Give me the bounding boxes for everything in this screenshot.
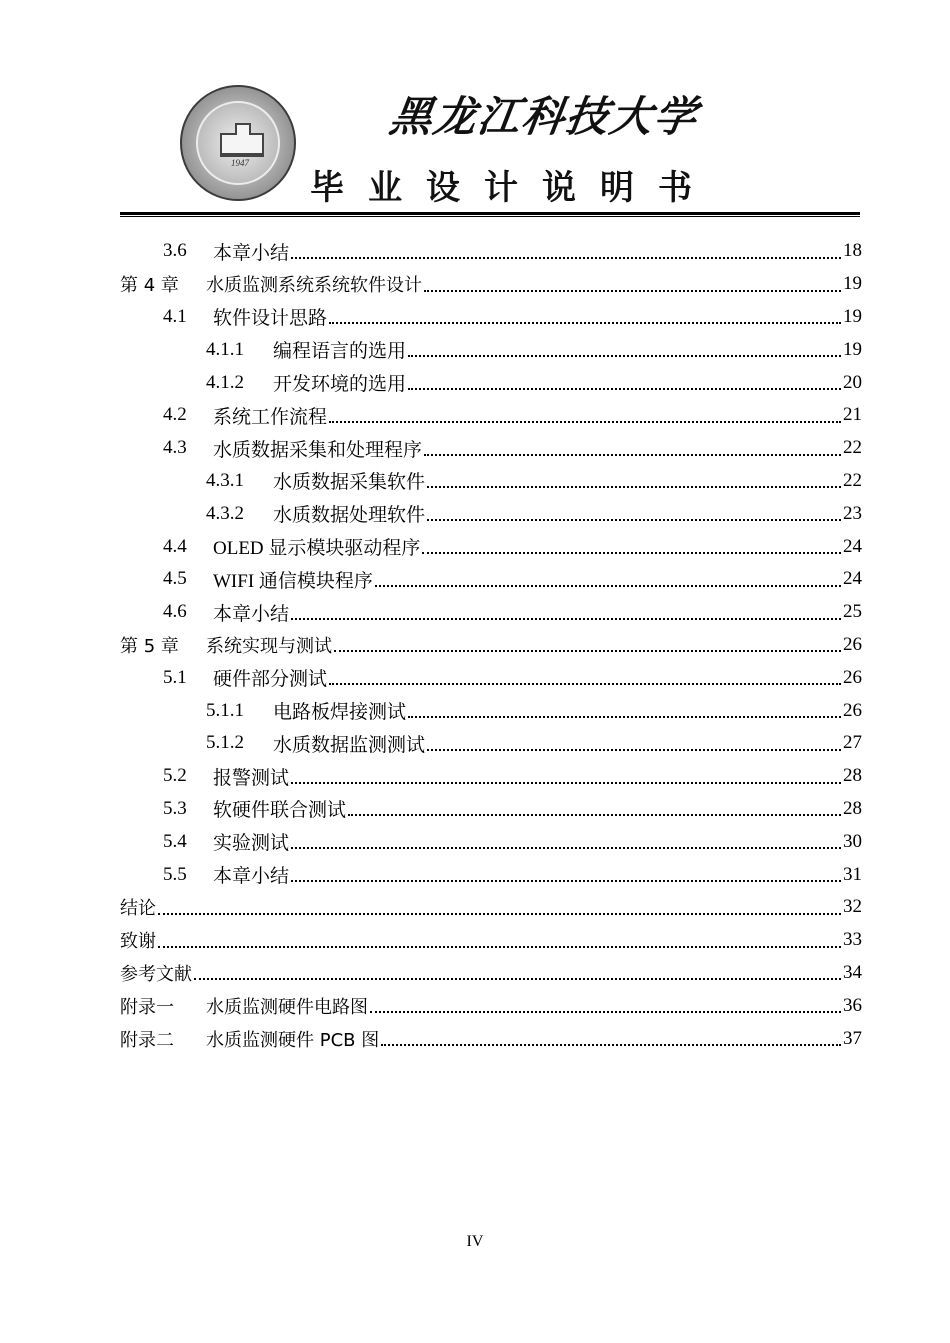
toc-entry-page: 26 — [843, 633, 862, 655]
document-header — [120, 80, 860, 215]
toc-entry-page: 18 — [843, 240, 862, 262]
toc-entry-number: 第 4 章 — [120, 275, 179, 297]
toc-leader-dots — [370, 1011, 841, 1013]
toc-entry-page: 33 — [843, 929, 862, 951]
toc-leader-dots — [427, 749, 841, 751]
toc-entry-title: OLED 显示模块驱动程序 — [213, 538, 421, 560]
toc-entry-title: 致谢 — [120, 931, 156, 953]
emblem-year: 1947 — [231, 158, 249, 168]
toc-entry-page: 27 — [843, 732, 862, 754]
toc-entry-number: 4.3.2 — [206, 502, 244, 524]
toc-entry[interactable] — [206, 694, 862, 727]
toc-entry[interactable] — [163, 301, 862, 334]
toc-entry-page: 24 — [843, 568, 862, 590]
toc-entry-number: 4.2 — [163, 404, 187, 426]
toc-entry[interactable] — [163, 661, 862, 694]
toc-entry[interactable] — [120, 1022, 862, 1055]
toc-leader-dots — [291, 880, 841, 882]
toc-entry-page: 24 — [843, 535, 862, 557]
toc-entry-number: 3.6 — [163, 240, 187, 262]
toc-entry[interactable] — [120, 268, 862, 301]
toc-entry[interactable] — [163, 858, 862, 891]
toc-leader-dots — [194, 978, 841, 980]
toc-leader-dots — [329, 683, 841, 685]
toc-entry[interactable] — [206, 497, 862, 530]
toc-entry-title: 软硬件联合测试 — [213, 800, 347, 822]
toc-entry-number: 4.3.1 — [206, 469, 244, 491]
toc-entry-page: 34 — [843, 961, 862, 983]
toc-leader-dots — [375, 585, 841, 587]
toc-entry-number: 4.3 — [163, 437, 187, 459]
toc-leader-dots — [408, 355, 841, 357]
emblem-building-icon — [220, 133, 264, 157]
page-number: IV — [466, 1233, 484, 1250]
toc-entry-title: 结论 — [120, 898, 156, 920]
toc-entry-page: 32 — [843, 896, 862, 918]
toc-leader-dots — [348, 814, 841, 816]
toc-entry-title: 实验测试 — [213, 833, 290, 855]
toc-leader-dots — [291, 847, 841, 849]
toc-leader-dots — [291, 782, 841, 784]
toc-entry-title: 系统实现与测试 — [206, 635, 332, 657]
toc-entry[interactable] — [163, 235, 862, 268]
toc-entry[interactable] — [163, 563, 862, 596]
toc-entry[interactable] — [163, 793, 862, 826]
toc-leader-dots — [158, 913, 841, 915]
toc-entry-title: 水质数据监测测试 — [273, 734, 426, 756]
toc-entry-number: 4.6 — [163, 601, 187, 623]
toc-entry-number: 4.5 — [163, 568, 187, 590]
header-rule — [120, 212, 860, 215]
toc-entry-page: 21 — [843, 404, 862, 426]
toc-entry-title: 电路板焊接测试 — [273, 702, 407, 724]
toc-entry-title: 本章小结 — [213, 866, 290, 888]
toc-entry[interactable] — [163, 432, 862, 465]
toc-entry-page: 25 — [843, 601, 862, 623]
document-title: 毕业设计说明书 — [310, 168, 716, 208]
toc-leader-dots — [408, 388, 841, 390]
toc-entry-title: WIFI 通信模块程序 — [213, 570, 373, 592]
toc-leader-dots — [329, 322, 841, 324]
toc-entry-number: 5.4 — [163, 830, 187, 852]
toc-entry-title: 编程语言的选用 — [273, 341, 407, 363]
toc-entry-page: 36 — [843, 994, 862, 1016]
toc-entry-page: 26 — [843, 666, 862, 688]
toc-entry-number: 第 5 章 — [120, 635, 179, 657]
header-rule-thin — [120, 216, 860, 217]
toc-entry-title: 报警测试 — [213, 767, 290, 789]
toc-entry[interactable] — [120, 629, 862, 662]
toc-entry-number: 4.4 — [163, 535, 187, 557]
toc-entry-number: 4.1.1 — [206, 338, 244, 360]
toc-entry-title: 本章小结 — [213, 603, 290, 625]
toc-entry[interactable] — [163, 760, 862, 793]
toc-entry[interactable] — [206, 366, 862, 399]
toc-entry[interactable] — [206, 727, 862, 760]
toc-entry-number: 5.3 — [163, 797, 187, 819]
toc-entry[interactable] — [163, 530, 862, 563]
toc-entry-page: 22 — [843, 437, 862, 459]
toc-entry-title: 参考文献 — [120, 963, 192, 985]
toc-entry-number: 5.1.2 — [206, 732, 244, 754]
toc-entry[interactable] — [120, 957, 862, 990]
toc-entry-title: 水质监测硬件 PCB 图 — [206, 1029, 380, 1051]
toc-entry-title: 硬件部分测试 — [213, 669, 328, 691]
toc-entry-page: 28 — [843, 765, 862, 787]
toc-entry-number: 4.1 — [163, 305, 187, 327]
toc-leader-dots — [424, 290, 841, 292]
toc-entry[interactable] — [120, 924, 862, 957]
toc-entry[interactable] — [120, 891, 862, 924]
toc-entry-number: 5.5 — [163, 863, 187, 885]
toc-entry-page: 19 — [843, 273, 862, 295]
toc-leader-dots — [334, 650, 841, 652]
toc-entry-title: 系统工作流程 — [213, 406, 328, 428]
toc-entry-title: 开发环境的选用 — [273, 374, 407, 396]
toc-entry-page: 37 — [843, 1027, 862, 1049]
toc-entry-title: 水质数据采集软件 — [273, 472, 426, 494]
toc-leader-dots — [329, 421, 841, 423]
toc-entry-title: 水质监测硬件电路图 — [206, 996, 368, 1018]
toc-entry-number: 5.2 — [163, 765, 187, 787]
toc-entry[interactable] — [163, 825, 862, 858]
toc-entry[interactable] — [120, 989, 862, 1022]
toc-entry-number: 附录二 — [120, 1029, 174, 1051]
toc-entry-page: 19 — [843, 305, 862, 327]
toc-entry-page: 22 — [843, 469, 862, 491]
toc-entry-page: 31 — [843, 863, 862, 885]
toc-entry-page: 28 — [843, 797, 862, 819]
toc-entry[interactable] — [163, 399, 862, 432]
toc-entry-page: 23 — [843, 502, 862, 524]
toc-leader-dots — [408, 716, 841, 718]
toc-entry-title: 本章小结 — [213, 242, 290, 264]
school-name-logo: 黑龙江科技大学 — [386, 92, 702, 141]
toc-leader-dots — [158, 946, 841, 948]
toc-leader-dots — [291, 257, 841, 259]
toc-entry[interactable] — [206, 465, 862, 498]
toc-entry[interactable] — [163, 596, 862, 629]
university-emblem-icon — [180, 85, 296, 201]
toc-leader-dots — [427, 519, 841, 521]
toc-entry-title: 软件设计思路 — [213, 308, 328, 330]
toc-entry[interactable] — [206, 333, 862, 366]
toc-entry-number: 4.1.2 — [206, 371, 244, 393]
toc-leader-dots — [381, 1044, 841, 1046]
toc-entry-title: 水质数据采集和处理程序 — [213, 439, 423, 461]
toc-leader-dots — [422, 552, 841, 554]
toc-leader-dots — [424, 454, 841, 456]
toc-entry-page: 20 — [843, 371, 862, 393]
toc-entry-number: 5.1.1 — [206, 699, 244, 721]
toc-entry-page: 26 — [843, 699, 862, 721]
toc-leader-dots — [427, 486, 841, 488]
toc-leader-dots — [291, 618, 841, 620]
toc-entry-title: 水质监测系统系统软件设计 — [206, 275, 422, 297]
toc-entry-title: 水质数据处理软件 — [273, 505, 426, 527]
toc-entry-number: 附录一 — [120, 996, 174, 1018]
emblem-ring — [196, 101, 280, 185]
toc-entry-page: 19 — [843, 338, 862, 360]
toc-entry-page: 30 — [843, 830, 862, 852]
toc-entry-number: 5.1 — [163, 666, 187, 688]
